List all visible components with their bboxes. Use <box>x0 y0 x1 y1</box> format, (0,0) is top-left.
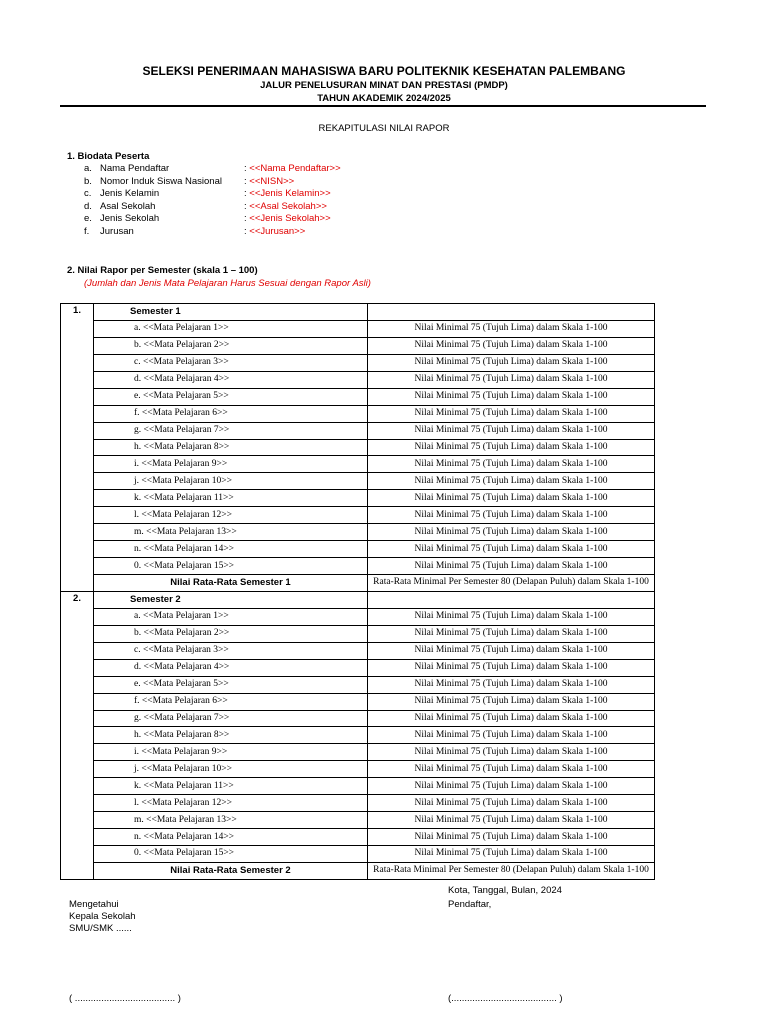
biodata-value <box>244 226 305 239</box>
subject-name: m. <<Mata Pelajaran 13>> <box>94 524 368 541</box>
subject-criterion: Nilai Minimal 75 (Tujuh Lima) dalam Skala 1-100 <box>368 473 655 490</box>
subject-row <box>61 371 655 388</box>
biodata-separator: : <box>244 175 247 187</box>
subject-row <box>61 354 655 371</box>
subject-name: a. <<Mata Pelajaran 1>> <box>94 320 368 337</box>
biodata-value <box>244 163 341 176</box>
semester-number: 1. <box>61 304 94 592</box>
subject-row <box>61 727 655 744</box>
subject-row <box>61 490 655 507</box>
subject-name: l. <<Mata Pelajaran 12>> <box>94 795 368 812</box>
biodata-placeholder: <<Jenis Sekolah>> <box>249 213 331 224</box>
semester-header-row <box>61 304 655 321</box>
subject-name: e. <<Mata Pelajaran 5>> <box>94 676 368 693</box>
subject-name: j. <<Mata Pelajaran 10>> <box>94 473 368 490</box>
nilai-note: (Jumlah dan Jenis Mata Pelajaran Harus Sesuai dengan Rapor Asli) <box>84 278 371 289</box>
subject-criterion: Nilai Minimal 75 (Tujuh Lima) dalam Skala 1-100 <box>368 507 655 524</box>
subject-criterion: Nilai Minimal 75 (Tujuh Lima) dalam Skala 1-100 <box>368 456 655 473</box>
subject-criterion: Nilai Minimal 75 (Tujuh Lima) dalam Skala 1-100 <box>368 659 655 676</box>
semester-average-row <box>61 575 655 592</box>
biodata-separator: : <box>244 188 247 199</box>
subject-name: g. <<Mata Pelajaran 7>> <box>94 422 368 439</box>
right-sign-line1: Pendaftar, <box>448 899 492 910</box>
subject-row <box>61 676 655 693</box>
subject-criterion: Nilai Minimal 75 (Tujuh Lima) dalam Skala 1-100 <box>368 490 655 507</box>
subject-criterion: Nilai Minimal 75 (Tujuh Lima) dalam Skala 1-100 <box>368 558 655 575</box>
average-criterion: Rata-Rata Minimal Per Semester 80 (Delapan Puluh) dalam Skala 1-100 <box>368 575 655 592</box>
subject-criterion: Nilai Minimal 75 (Tujuh Lima) dalam Skala 1-100 <box>368 778 655 795</box>
subject-row <box>61 744 655 761</box>
biodata-separator: : <box>244 163 247 174</box>
subject-name: b. <<Mata Pelajaran 2>> <box>94 337 368 354</box>
biodata-placeholder: <<Jurusan>> <box>249 225 306 237</box>
subject-criterion: Nilai Minimal 75 (Tujuh Lima) dalam Skala 1-100 <box>368 439 655 456</box>
subject-row <box>61 558 655 575</box>
right-signature-name: (........................................ ) <box>448 993 563 1004</box>
subject-name: h. <<Mata Pelajaran 8>> <box>94 439 368 456</box>
biodata-placeholder: <<Jenis Kelamin>> <box>249 188 331 199</box>
subject-criterion: Nilai Minimal 75 (Tujuh Lima) dalam Skala 1-100 <box>368 727 655 744</box>
subject-row <box>61 710 655 727</box>
biodata-letter: b. <box>84 175 92 187</box>
subject-criterion: Nilai Minimal 75 (Tujuh Lima) dalam Skala 1-100 <box>368 642 655 659</box>
left-sign-line2: Kepala Sekolah <box>69 911 136 922</box>
academic-year: TAHUN AKADEMIK 2024/2025 <box>317 93 451 104</box>
subject-name: f. <<Mata Pelajaran 6>> <box>94 693 368 710</box>
subject-row <box>61 337 655 354</box>
subject-name: i. <<Mata Pelajaran 9>> <box>94 744 368 761</box>
biodata-separator: : <box>244 200 247 212</box>
subject-row <box>61 778 655 795</box>
subject-row <box>61 659 655 676</box>
subject-criterion: Nilai Minimal 75 (Tujuh Lima) dalam Skala 1-100 <box>368 422 655 439</box>
biodata-letter: e. <box>84 213 92 224</box>
biodata-label: Jenis Kelamin <box>100 188 160 199</box>
subject-row <box>61 693 655 710</box>
subject-criterion: Nilai Minimal 75 (Tujuh Lima) dalam Skala 1-100 <box>368 524 655 541</box>
subject-row <box>61 795 655 812</box>
subject-name: n. <<Mata Pelajaran 14>> <box>94 541 368 558</box>
semester-header-blank <box>368 591 655 608</box>
left-signature-name: ( ...................................... ) <box>69 993 181 1004</box>
biodata-value <box>244 176 294 189</box>
nilai-heading: 2. Nilai Rapor per Semester (skala 1 – 100) <box>67 265 258 276</box>
biodata-label: Jenis Sekolah <box>100 213 160 224</box>
subject-name: i. <<Mata Pelajaran 9>> <box>94 456 368 473</box>
subject-row <box>61 388 655 405</box>
subject-criterion: Nilai Minimal 75 (Tujuh Lima) dalam Skala 1-100 <box>368 371 655 388</box>
subject-row <box>61 524 655 541</box>
subject-name: h. <<Mata Pelajaran 8>> <box>94 727 368 744</box>
subject-row <box>61 642 655 659</box>
subject-criterion: Nilai Minimal 75 (Tujuh Lima) dalam Skala 1-100 <box>368 608 655 625</box>
biodata-placeholder: <<NISN>> <box>249 175 295 187</box>
place-date: Kota, Tanggal, Bulan, 2024 <box>448 885 562 896</box>
subject-row <box>61 456 655 473</box>
subject-criterion: Nilai Minimal 75 (Tujuh Lima) dalam Skala 1-100 <box>368 846 655 863</box>
subject-criterion: Nilai Minimal 75 (Tujuh Lima) dalam Skala 1-100 <box>368 405 655 422</box>
subject-name: l. <<Mata Pelajaran 12>> <box>94 507 368 524</box>
semester-header-row <box>61 591 655 608</box>
rekap-title: REKAPITULASI NILAI RAPOR <box>318 123 450 134</box>
subject-row <box>61 761 655 778</box>
biodata-value <box>244 201 327 214</box>
average-criterion: Rata-Rata Minimal Per Semester 80 (Delapan Puluh) dalam Skala 1-100 <box>368 862 655 879</box>
semester-average-row <box>61 862 655 879</box>
subject-row <box>61 812 655 829</box>
subject-row <box>61 473 655 490</box>
biodata-label: Jurusan <box>100 225 134 237</box>
subject-criterion: Nilai Minimal 75 (Tujuh Lima) dalam Skala 1-100 <box>368 710 655 727</box>
biodata-value <box>244 213 331 226</box>
biodata-placeholder: <<Nama Pendaftar>> <box>249 163 341 174</box>
subject-name: m. <<Mata Pelajaran 13>> <box>94 812 368 829</box>
semester-title: Semester 2 <box>94 591 368 608</box>
biodata-heading: 1. Biodata Peserta <box>67 151 150 162</box>
subject-row <box>61 541 655 558</box>
subject-row <box>61 439 655 456</box>
subject-criterion: Nilai Minimal 75 (Tujuh Lima) dalam Skala 1-100 <box>368 676 655 693</box>
document-title: SELEKSI PENERIMAAN MAHASISWA BARU POLITEKNIK KESEHATAN PALEMBANG <box>142 64 626 78</box>
subject-criterion: Nilai Minimal 75 (Tujuh Lima) dalam Skala 1-100 <box>368 388 655 405</box>
subject-name: j. <<Mata Pelajaran 10>> <box>94 761 368 778</box>
subject-name: c. <<Mata Pelajaran 3>> <box>94 642 368 659</box>
subject-row <box>61 608 655 625</box>
left-sign-line3: SMU/SMK ...... <box>69 923 132 934</box>
subject-row <box>61 507 655 524</box>
biodata-placeholder: <<Asal Sekolah>> <box>249 200 327 212</box>
biodata-letter: a. <box>84 163 92 174</box>
semester-title: Semester 1 <box>94 304 368 321</box>
grades-table <box>60 303 655 880</box>
biodata-separator: : <box>244 225 247 237</box>
biodata-label: Nama Pendaftar <box>100 163 170 174</box>
average-label: Nilai Rata-Rata Semester 1 <box>94 575 368 592</box>
subject-name: c. <<Mata Pelajaran 3>> <box>94 354 368 371</box>
subject-name: e. <<Mata Pelajaran 5>> <box>94 388 368 405</box>
subject-criterion: Nilai Minimal 75 (Tujuh Lima) dalam Skala 1-100 <box>368 829 655 846</box>
biodata-value <box>244 188 331 201</box>
subject-name: k. <<Mata Pelajaran 11>> <box>94 490 368 507</box>
biodata-separator: : <box>244 213 247 224</box>
subject-row <box>61 846 655 863</box>
subject-name: n. <<Mata Pelajaran 14>> <box>94 829 368 846</box>
semester-header-blank <box>368 304 655 321</box>
biodata-letter: d. <box>84 200 92 212</box>
subject-row <box>61 422 655 439</box>
subject-criterion: Nilai Minimal 75 (Tujuh Lima) dalam Skala 1-100 <box>368 795 655 812</box>
subject-name: 0. <<Mata Pelajaran 15>> <box>94 846 368 863</box>
header-divider <box>60 105 706 107</box>
subject-criterion: Nilai Minimal 75 (Tujuh Lima) dalam Skala 1-100 <box>368 541 655 558</box>
subject-name: d. <<Mata Pelajaran 4>> <box>94 371 368 388</box>
subject-criterion: Nilai Minimal 75 (Tujuh Lima) dalam Skala 1-100 <box>368 744 655 761</box>
subject-row <box>61 625 655 642</box>
subject-row <box>61 829 655 846</box>
biodata-letter: f. <box>84 225 90 237</box>
semester-number: 2. <box>61 591 94 879</box>
subject-criterion: Nilai Minimal 75 (Tujuh Lima) dalam Skala 1-100 <box>368 761 655 778</box>
subject-name: d. <<Mata Pelajaran 4>> <box>94 659 368 676</box>
left-sign-line1: Mengetahui <box>69 899 119 910</box>
subject-row <box>61 320 655 337</box>
subject-name: b. <<Mata Pelajaran 2>> <box>94 625 368 642</box>
subject-criterion: Nilai Minimal 75 (Tujuh Lima) dalam Skala 1-100 <box>368 337 655 354</box>
subject-criterion: Nilai Minimal 75 (Tujuh Lima) dalam Skala 1-100 <box>368 812 655 829</box>
biodata-letter: c. <box>84 188 92 199</box>
biodata-label: Asal Sekolah <box>100 200 156 212</box>
biodata-label: Nomor Induk Siswa Nasional <box>100 175 222 187</box>
subject-criterion: Nilai Minimal 75 (Tujuh Lima) dalam Skala 1-100 <box>368 320 655 337</box>
subject-name: k. <<Mata Pelajaran 11>> <box>94 778 368 795</box>
subject-name: a. <<Mata Pelajaran 1>> <box>94 608 368 625</box>
subject-criterion: Nilai Minimal 75 (Tujuh Lima) dalam Skala 1-100 <box>368 354 655 371</box>
document-subtitle: JALUR PENELUSURAN MINAT DAN PRESTASI (PMDP) <box>260 80 508 91</box>
subject-name: 0. <<Mata Pelajaran 15>> <box>94 558 368 575</box>
subject-criterion: Nilai Minimal 75 (Tujuh Lima) dalam Skala 1-100 <box>368 625 655 642</box>
subject-name: g. <<Mata Pelajaran 7>> <box>94 710 368 727</box>
subject-row <box>61 405 655 422</box>
average-label: Nilai Rata-Rata Semester 2 <box>94 862 368 879</box>
subject-criterion: Nilai Minimal 75 (Tujuh Lima) dalam Skala 1-100 <box>368 693 655 710</box>
subject-name: f. <<Mata Pelajaran 6>> <box>94 405 368 422</box>
